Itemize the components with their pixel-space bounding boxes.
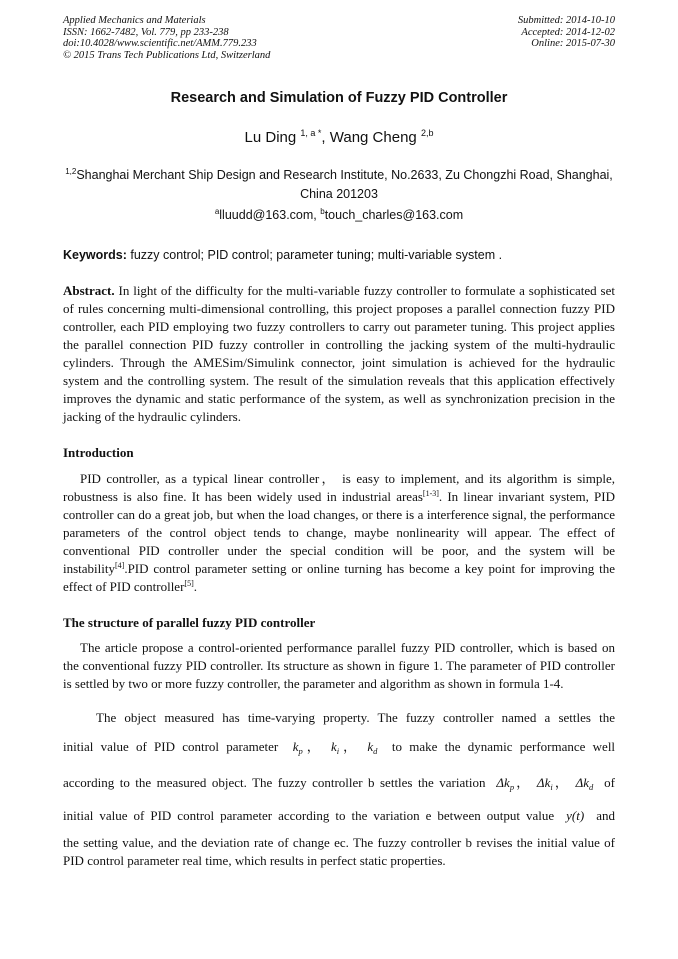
intro-text-2: . In linear invariant system, PID controller can do a great job, but when the load changes, or there is a interference signal, the performance parameters of the control object tends to change, maybe nonlinearity will appear. The effect of conventional PID controller under the special condition will be poor, and the system will be instability <box>63 489 615 576</box>
abstract-text: In light of the difficulty for the multi-variable fuzzy controller to formulate a sophisticated set of rules concerning multi-dimensional controlling, this project proposes a parallel connection fuzzy PID controller, each PID employing two fuzzy controllers to carry out parameter tuning. This project applies the parallel connection PID fuzzy controller in controlling the jacking system of the multi-hydraulic cylinders. Through the AMESim/Simulink connector, joint simulation is achieved for the hydraulic system and the controlling system. The result of the simulation reveals that this application effectively improves the dynamic and static performance of the system, as well as synchronization precision in the jacking of the hydraulic cylinders. <box>63 283 615 424</box>
date-submitted: Submitted: 2014-10-10 <box>517 15 615 26</box>
intro-text-1: PID controller, as a typical linear controller， is easy to implement, and its algorithm is simple, robustness is also fine. It has been widely used in industrial areas <box>63 471 615 504</box>
math-delta-ki: $\Delta k_i$ <box>536 775 553 792</box>
abstract <box>63 282 615 426</box>
math-delta-kd: $\Delta k_d$ <box>575 775 594 792</box>
keywords-label: Keywords: <box>63 248 127 262</box>
affil-line-1: Shanghai Merchant Ship Design and Research Institute, No.2633, Zu Chongzhi Road, Shanghai, <box>76 168 613 182</box>
introduction-paragraph <box>63 470 615 596</box>
affiliation <box>63 166 615 204</box>
journal-name: Applied Mechanics and Materials <box>63 15 206 26</box>
date-online: Online: 2015-07-30 <box>531 38 615 49</box>
p2-line-1: The object measured has time-varying property. The fuzzy controller named a settles the <box>96 710 615 725</box>
intro-text-4: . <box>193 579 197 594</box>
author-1: Lu Ding <box>244 129 297 146</box>
p2-line-4: initial value of PID control parameter according to the variation e between output value y(t) and <box>63 808 616 823</box>
keywords <box>63 248 615 262</box>
author-list <box>0 129 678 146</box>
math-y-of-t: y(t) <box>566 808 585 823</box>
author-emails <box>0 208 678 222</box>
author-2: Wang Cheng <box>329 129 417 146</box>
journal-issn: ISSN: 1662-7482, Vol. 779, pp 233-238 <box>63 26 229 38</box>
affil-marker: 1,2 <box>65 167 77 176</box>
section-heading-introduction: Introduction <box>63 445 134 460</box>
author-2-affil: 2,b <box>420 128 434 138</box>
section-heading-structure: The structure of parallel fuzzy PID controller <box>63 615 316 630</box>
p2-line-3: according to the measured object. The fuzzy controller b settles the variation $\Delta k_p$， $\Delta k_i$， $\Delta k_d$ of <box>63 775 615 792</box>
journal-doi: doi:10.4028/www.scientific.net/AMM.779.233 <box>63 38 257 49</box>
email-b: touch_charles@163.com <box>324 208 464 222</box>
structure-paragraph-1: The article propose a control-oriented performance parallel fuzzy PID controller, which is based on the conventional fuzzy PID controller. Its structure as shown in figure 1. The parameter of PID controller is settled by two or more fuzzy controller, the parameter and algorithm as shown in formula 1-4. <box>63 640 615 691</box>
author-1-affil: 1, a * <box>300 128 322 138</box>
journal-info <box>63 15 270 61</box>
p2-line-2: initial value of PID control parameter $k_p$， $k_i$， $k_d$ to make the dynamic performance well <box>63 739 616 756</box>
intro-text-3: .PID control parameter setting or online turning has become a key point for improving the effect of PID controller <box>63 561 615 594</box>
math-kd: $k_d$ <box>367 739 378 756</box>
citation-5: [5] <box>184 579 194 588</box>
math-kp: $k_p$ <box>292 739 303 756</box>
citation-1-3: [1-3] <box>422 489 439 498</box>
math-delta-kp: $\Delta k_p$ <box>496 775 515 792</box>
keywords-text: fuzzy control; PID control; parameter tuning; multi-variable system . <box>126 248 503 262</box>
math-ki: $k_i$ <box>330 739 340 756</box>
affil-line-2: China 201203 <box>300 187 378 201</box>
email-a-marker: a <box>214 207 220 216</box>
email-a: lluudd@163.com, <box>219 208 321 222</box>
citation-4: [4] <box>115 561 125 570</box>
abstract-label: Abstract. <box>63 283 115 298</box>
p2-line-5: the setting value, and the deviation rate of change ec. The fuzzy controller b revises the initial value of PID control parameter real time, which results in perfect static properties. <box>63 835 615 868</box>
author-sep: , <box>321 129 330 146</box>
journal-copyright: © 2015 Trans Tech Publications Ltd, Switzerland <box>63 49 271 61</box>
date-accepted: Accepted: 2014-12-02 <box>521 26 615 38</box>
email-b-marker: b <box>320 207 325 216</box>
paper-title: Research and Simulation of Fuzzy PID Controller <box>170 90 508 106</box>
publication-dates <box>518 15 615 50</box>
